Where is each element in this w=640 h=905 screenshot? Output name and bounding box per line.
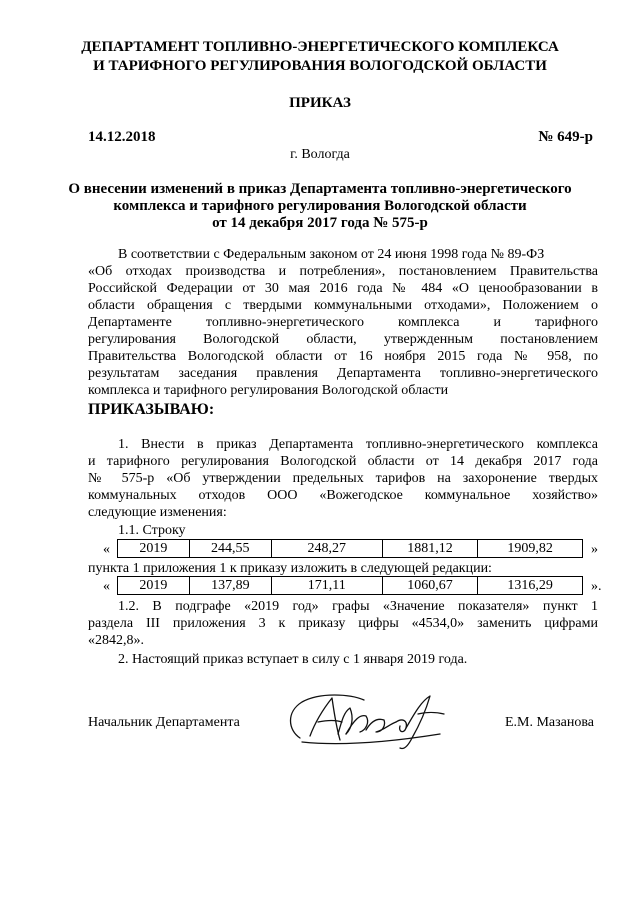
table-cell: 137,89	[189, 577, 271, 595]
item-2: 2. Настоящий приказ вступает в силу с 1 января 2019 года.	[118, 652, 468, 667]
preamble-line: Правительства Вологодской области от 16 ноября 2015 года № 958, по	[88, 349, 598, 364]
table-row	[118, 577, 583, 595]
table-cell: 1060,67	[382, 577, 478, 595]
item-1-line: № 575-р «Об утверждении предельных тарифов на захоронение твердых	[88, 471, 598, 486]
table-row	[118, 540, 583, 558]
doc-type-title: ПРИКАЗ	[289, 95, 351, 111]
preamble-line: Российской Федерации от 30 мая 2016 года № 484 «О ценообразовании в	[88, 281, 598, 296]
new-values-table	[117, 576, 583, 595]
order-word: ПРИКАЗЫВАЮ:	[88, 401, 215, 418]
item-1-1-label: 1.1. Строку	[118, 523, 186, 538]
old-values-table	[117, 539, 583, 558]
preamble-line: результатам заседания правления Департамента топливно-энергетического	[88, 366, 598, 381]
preamble-line: В соответствии с Федеральным законом от 24 июня 1998 года № 89-ФЗ	[118, 247, 545, 262]
table-cell: 244,55	[189, 540, 271, 558]
item-1-line: следующие изменения:	[88, 505, 227, 520]
item-1-line: коммунальных отходов ООО «Вожегодское коммунальное хозяйство»	[88, 488, 598, 503]
department-name-line1: ДЕПАРТАМЕНТ ТОПЛИВНО-ЭНЕРГЕТИЧЕСКОГО КОМПЛЕКСА	[81, 39, 559, 55]
table-cell: 248,27	[271, 540, 382, 558]
order-date: 14.12.2018	[88, 129, 156, 145]
table-cell: 1316,29	[478, 577, 583, 595]
subject-line1: О внесении изменений в приказ Департамента топливно-энергетического	[68, 181, 572, 197]
item-1-2-line: 1.2. В подграфе «2019 год» графы «Значение показателя» пункт 1	[118, 599, 598, 614]
handwritten-signature	[280, 690, 460, 752]
item-1-2-line: «2842,8».	[88, 633, 144, 648]
preamble-line: комплекса и тарифного регулирования Вологодской области	[88, 383, 449, 398]
close-quote: ».	[591, 579, 602, 594]
between-text: пункта 1 приложения 1 к приказу изложить в следующей редакции:	[88, 561, 492, 576]
city: г. Вологда	[290, 147, 350, 162]
signatory-position: Начальник Департамента	[88, 715, 240, 730]
item-1-line: 1. Внести в приказ Департамента топливно-энергетического комплекса	[118, 437, 598, 452]
item-1-2	[88, 598, 598, 649]
subject-line2: комплекса и тарифного регулирования Вологодской области	[113, 198, 527, 214]
order-number: № 649-р	[538, 129, 593, 145]
item-1	[88, 436, 598, 521]
signatory-name: Е.М. Мазанова	[504, 715, 594, 730]
table-cell: 1909,82	[478, 540, 583, 558]
open-quote: «	[103, 542, 110, 557]
preamble-line: области обращения с твердыми коммунальными отходами», Положением о	[88, 298, 598, 313]
subject-line3: от 14 декабря 2017 года № 575-р	[212, 215, 428, 231]
table-cell: 171,11	[271, 577, 382, 595]
item-1-2-line: раздела III приложения 3 к приказу цифры «4534,0» заменить цифрами	[88, 616, 598, 631]
preamble-line: Департаменте топливно-энергетического комплекса и тарифного	[88, 315, 598, 330]
department-name-line2: И ТАРИФНОГО РЕГУЛИРОВАНИЯ ВОЛОГОДСКОЙ ОБЛАСТИ	[93, 58, 547, 74]
preamble-line: регулирования Вологодской области, утвержденным постановлением	[88, 332, 598, 347]
preamble	[88, 246, 598, 399]
table-cell: 1881,12	[382, 540, 478, 558]
table-cell-year: 2019	[118, 577, 190, 595]
item-1-line: и тарифного регулирования Вологодской области от 14 декабря 2017 года	[88, 454, 598, 469]
preamble-line: «Об отходах производства и потребления», постановлением Правительства	[88, 264, 598, 279]
open-quote: «	[103, 579, 110, 594]
table-cell-year: 2019	[118, 540, 190, 558]
close-quote: »	[591, 542, 598, 557]
